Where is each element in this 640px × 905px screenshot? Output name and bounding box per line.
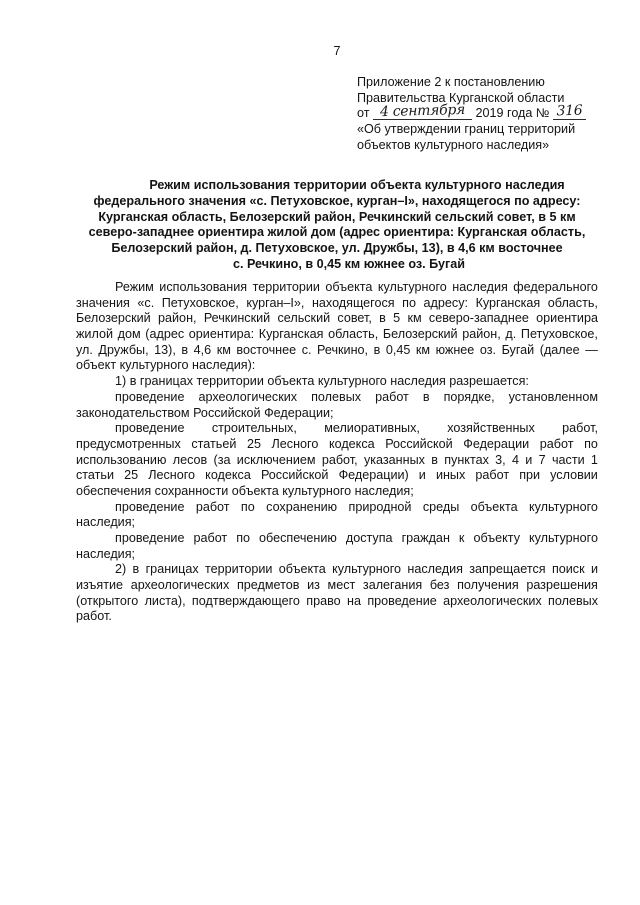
word: — [585, 342, 598, 357]
handwritten-number: 316 [556, 103, 583, 120]
word: по [402, 295, 416, 310]
word: территории [252, 280, 320, 294]
word: Российской [385, 436, 453, 451]
word: залегания [362, 578, 423, 593]
word: доступа [345, 531, 393, 545]
word: (открытого [76, 593, 139, 608]
word: область, [328, 327, 379, 342]
word: район, [462, 327, 501, 342]
document-heading [76, 178, 598, 273]
word: хозяйственных [447, 421, 535, 436]
text-line: наследия; [76, 515, 136, 530]
date-underline [373, 102, 472, 121]
document-body [76, 280, 598, 625]
word: федерального [513, 280, 598, 294]
paragraph [76, 421, 598, 499]
word: культурного [377, 280, 447, 294]
word: курган–I», [246, 295, 305, 310]
word: запрещается [469, 562, 546, 577]
word: культурного [529, 531, 598, 545]
word: в [373, 342, 381, 357]
word: по [236, 531, 251, 545]
word: кодекса [205, 468, 251, 483]
paragraph [76, 500, 598, 531]
word: Лесного [148, 468, 196, 483]
word: культурного [528, 499, 598, 514]
word: проведение [115, 421, 185, 436]
word: и [418, 468, 426, 483]
word: к [458, 531, 465, 545]
word: исключением [236, 452, 316, 467]
paragraph [76, 280, 598, 374]
word: объекта [325, 280, 373, 294]
word: использования [159, 280, 248, 294]
word: археологических [198, 389, 298, 404]
word: 0,45 [385, 342, 411, 357]
word: северо-западнее [428, 311, 529, 326]
page-number: 7 [333, 44, 341, 58]
word: наследия [407, 562, 463, 577]
word: район, [158, 311, 197, 326]
word: значения [76, 295, 130, 310]
word: жилой [76, 327, 113, 342]
heading-line: северо-западнее ориентира жилой дом (адрес ориентира: Курганская область, [88, 225, 586, 240]
word: археологических [443, 593, 542, 608]
word: в [431, 452, 438, 467]
word: работ [193, 531, 228, 545]
word: проведение [367, 593, 437, 608]
appendix-line: Правительства Курганской области [357, 90, 565, 105]
text-line [76, 343, 598, 359]
word: в [379, 311, 386, 326]
text-line [76, 531, 598, 547]
word: Режим [115, 280, 154, 294]
text-line: работ. [76, 609, 112, 624]
word: природной [348, 499, 412, 514]
word: условии [550, 468, 598, 483]
paragraph [76, 390, 598, 421]
word: восточнее [236, 342, 297, 357]
word: южнее [435, 342, 475, 357]
word: Речкинский [203, 311, 271, 326]
word: указанных [363, 452, 425, 467]
word: объекта [470, 499, 518, 514]
word: при [519, 468, 541, 483]
word: Курганская [258, 327, 324, 342]
word: изъятие [76, 578, 124, 593]
word: адресу: [423, 295, 469, 310]
word: сельский [277, 311, 331, 326]
word: обеспечению [259, 531, 337, 545]
text-line: 1) в границах территории объекта культурного наследия разрешается: [115, 374, 529, 389]
word: Белозерский [76, 311, 151, 326]
word: лесов [172, 452, 208, 467]
word: границах [145, 562, 199, 577]
word: 4 [511, 452, 519, 467]
word: мест [327, 578, 356, 593]
word: проведение [115, 389, 185, 404]
word: по [240, 499, 255, 514]
word: работ [375, 389, 409, 404]
word: км [415, 342, 431, 357]
word: 1 [590, 452, 598, 467]
word: в [181, 342, 189, 357]
word: 13), [154, 342, 176, 357]
text-line [76, 594, 598, 610]
word: Петуховское, [161, 295, 239, 310]
word: на [347, 593, 361, 608]
word: пунктах [444, 452, 489, 467]
text-line [76, 437, 598, 453]
text-line: обеспечения сохранности объекта культурного наследия; [76, 483, 414, 498]
word: находящегося [311, 295, 395, 310]
word: и [525, 452, 533, 467]
appendix-line: Приложение 2 к постановлению [357, 75, 545, 89]
word: Дружбы, [98, 342, 149, 357]
text-line: законодательством Российской Федерации; [76, 405, 334, 420]
word: ориентира: [188, 327, 255, 342]
word: предметов [236, 578, 300, 593]
handwritten-date: 4 сентября [379, 102, 466, 121]
word: из [307, 578, 320, 593]
word: 25 [124, 468, 139, 483]
text-line [76, 296, 598, 312]
word: строительных, [211, 421, 297, 436]
word: Речкино, [317, 342, 369, 357]
paragraph [76, 531, 598, 562]
word: 3, [495, 452, 506, 467]
word: предусмотренных [76, 436, 181, 451]
word: культурного [332, 562, 402, 577]
text-line [76, 453, 598, 469]
text-line [76, 421, 598, 437]
word: и [590, 562, 598, 577]
word: Белозерский [382, 327, 458, 342]
word: граждан [401, 531, 450, 545]
appendix-line: объектов культурного наследия» [357, 137, 550, 152]
heading-line: Белозерский район, д. Петуховское, ул. Дружбы, 13), в 4,6 км восточнее [111, 241, 563, 256]
text-line [76, 468, 598, 484]
heading-line: федерального значения «с. Петуховское, курган–I», находящегося по адресу: [93, 193, 581, 208]
word: подтверждающего [191, 593, 300, 608]
word: в [132, 562, 140, 577]
word: объекта [278, 562, 326, 577]
word: с. [301, 342, 312, 357]
word: Лесного [271, 436, 319, 451]
word: полевых [311, 389, 362, 404]
word: Бугай [501, 342, 535, 357]
word: Федерации [463, 436, 530, 451]
number-underline [553, 103, 586, 120]
word: Курганская [475, 295, 541, 310]
word: 25 [246, 436, 261, 451]
word: мелиоративных, [324, 421, 420, 436]
word: оз. [479, 342, 497, 357]
word: проведение [115, 531, 185, 545]
word: кодекса [328, 436, 375, 451]
word: 7 [538, 452, 546, 467]
text-line [76, 390, 598, 406]
word: право [306, 593, 341, 608]
word: (за [213, 452, 231, 467]
word: дом [117, 327, 141, 342]
text-line [76, 578, 598, 594]
word: область, [547, 295, 598, 310]
word: использованию [76, 452, 167, 467]
word: территории [205, 562, 273, 577]
word: получения [457, 578, 519, 593]
word: ориентира [536, 311, 598, 326]
word: совет, [337, 311, 372, 326]
word: 4,6 [193, 342, 212, 357]
word: «с. [137, 295, 155, 310]
text-line: наследия; [76, 546, 136, 561]
word: работ [195, 499, 230, 514]
text-line: объект культурного наследия): [76, 358, 256, 373]
word: сохранению [266, 499, 338, 514]
word: листа), [144, 593, 186, 608]
word: работ [539, 436, 574, 451]
text-line [76, 562, 598, 578]
word: в [422, 389, 430, 404]
paragraph [76, 374, 598, 390]
text-line [76, 327, 598, 343]
word: Петуховское, [520, 327, 598, 342]
heading-line: с. Речкино, в 0,45 км южнее оз. Бугай [232, 256, 466, 271]
word: поиск [551, 562, 585, 577]
appendix-line: «Об утверждении границ территорий [357, 122, 576, 137]
word: статьи [76, 468, 115, 483]
word: км [216, 342, 231, 357]
date-prefix: от [357, 106, 370, 121]
date-suffix: 2019 года № [475, 106, 550, 121]
word: д. [505, 327, 517, 342]
word: полевых [548, 593, 598, 608]
text-line [76, 311, 598, 327]
word: работ, [562, 421, 598, 436]
text-line [76, 280, 598, 296]
word: Федерации) [338, 468, 409, 483]
word: наследия [452, 280, 508, 294]
paragraph [76, 562, 598, 625]
word: объекту [473, 531, 520, 545]
word: без [429, 578, 450, 593]
word: работ [475, 468, 510, 483]
word: ул. [76, 342, 93, 357]
heading-line: Курганская область, Белозерский район, Речкинский сельский совет, в 5 км [98, 209, 576, 224]
word: разрешения [526, 578, 598, 593]
word: установленном [508, 389, 598, 404]
word: статьей [191, 436, 237, 451]
text-line [76, 500, 598, 516]
word: км [407, 311, 422, 326]
word: иных [435, 468, 466, 483]
word: (далее [539, 342, 580, 357]
word: Российской [260, 468, 329, 483]
word: (адрес [145, 327, 185, 342]
word: части [551, 452, 585, 467]
word: 2) [115, 562, 127, 577]
heading-line: Режим использования территории объекта культурного наследия [149, 178, 565, 192]
word: среды [422, 499, 460, 514]
word: работ, [321, 452, 358, 467]
appendix-date-line [357, 102, 617, 122]
word: по [584, 436, 598, 451]
word: проведение [115, 499, 185, 514]
word: порядке, [443, 389, 495, 404]
appendix-note [357, 75, 617, 153]
word: 5 [393, 311, 401, 326]
word: археологических [130, 578, 230, 593]
